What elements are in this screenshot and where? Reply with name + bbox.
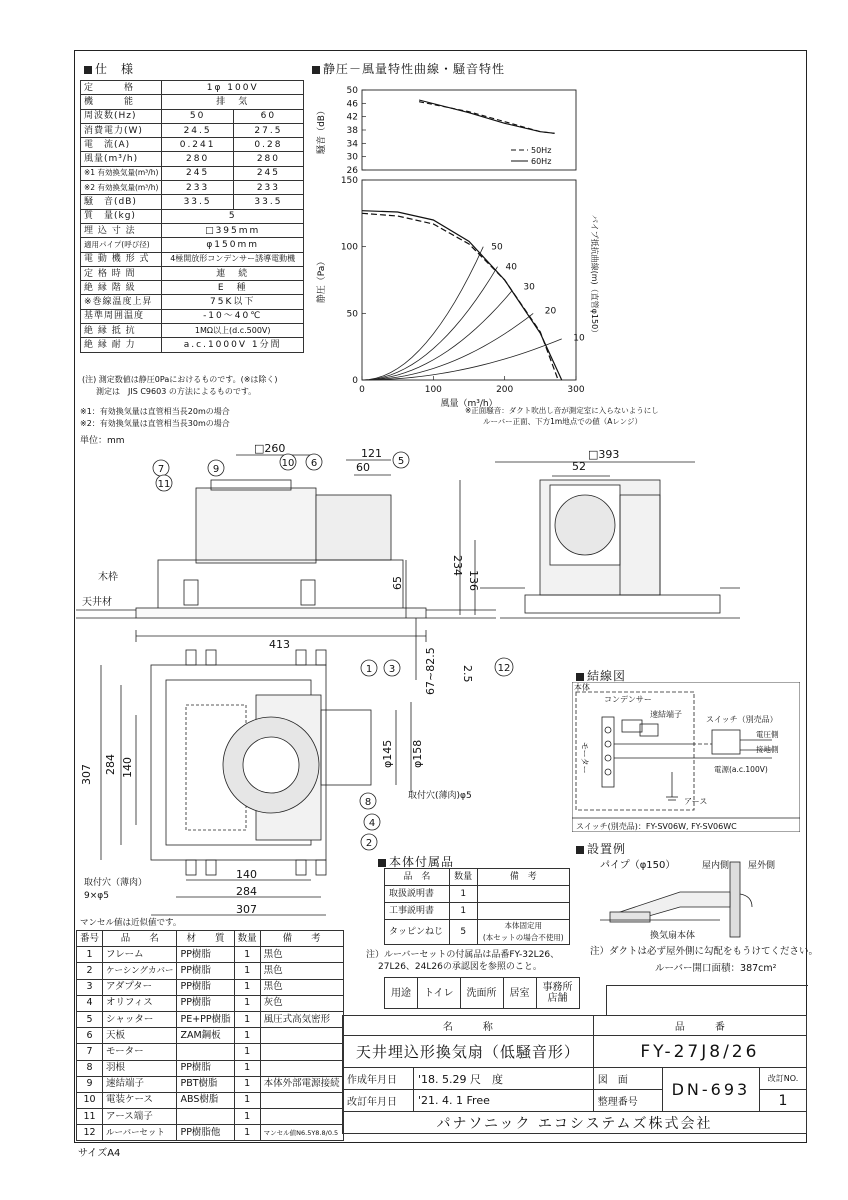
acc-header-row <box>385 869 570 886</box>
tb-rev: 1 <box>760 1090 807 1112</box>
spec-value: 75K以下 <box>162 295 304 309</box>
parts-row <box>77 1028 344 1044</box>
parts-row <box>77 995 344 1011</box>
parts-cell: 1 <box>234 1011 260 1027</box>
dim-260: □260 <box>254 442 286 455</box>
parts-caption: マンセル値は近似値です。 <box>80 918 182 928</box>
tb-company: パナソニック エコシステムズ株式会社 <box>343 1112 807 1134</box>
tb-model-header: 品 番 <box>593 1016 806 1036</box>
wiring-denatsu: 電圧側 <box>756 730 779 739</box>
pressure-series-60Hz <box>362 211 562 380</box>
parts-row <box>77 963 344 979</box>
spec-value: φ150mm <box>162 238 304 252</box>
characteristic-chart <box>306 76 602 412</box>
noise-ylabel: 騒音（dB） <box>317 106 327 154</box>
label-torituke2: 取付穴（薄肉） <box>84 878 148 888</box>
parts-cell: 12 <box>77 1125 103 1141</box>
tb-name-header: 名 称 <box>343 1016 594 1036</box>
parts-cell: 速結端子 <box>103 1076 177 1092</box>
dim-140-h: 140 <box>236 868 257 881</box>
duct-curve <box>362 247 483 380</box>
spec-label: 基準周囲温度 <box>81 309 162 323</box>
parts-cell <box>260 1060 343 1076</box>
parts-row <box>77 1060 344 1076</box>
chart-footnote-1: ※正面騒音：ダクト吹出し音が測定室に入らないようにし <box>465 406 659 415</box>
usage-rooms <box>384 977 580 1009</box>
spec-value-v1: 50 <box>162 109 233 123</box>
spec-value: a.c.1000V 1分間 <box>162 338 304 352</box>
legend-label: 50Hz <box>531 146 552 155</box>
title-block <box>342 1015 807 1134</box>
parts-cell: シャッター <box>103 1011 177 1027</box>
spec-value: 連 続 <box>162 266 304 280</box>
parts-cell: ルーバーセット <box>103 1125 177 1141</box>
parts-cell: 1 <box>234 995 260 1011</box>
spec-label: 機 能 <box>81 95 162 109</box>
parts-cell <box>260 1092 343 1108</box>
duct-curve <box>362 267 498 380</box>
callout-number: 4 <box>368 818 376 829</box>
parts-cell: ケーシングカバー <box>103 963 177 979</box>
parts-cell <box>177 1044 234 1060</box>
parts-cell: PE+PP樹脂 <box>177 1011 234 1027</box>
chart-footnote-2: ルーバー正面、下方1m地点での値（Aレンジ） <box>483 417 642 426</box>
spec-label: 定 格 時 間 <box>81 266 162 280</box>
parts-cell: 1 <box>234 1109 260 1125</box>
spec-value-v2: 27.5 <box>233 123 303 137</box>
parts-cell: 1 <box>234 947 260 963</box>
parts-cell: モーター <box>103 1044 177 1060</box>
install-title: 設置例 <box>576 840 626 857</box>
duct-curve-label: 50 <box>491 242 503 253</box>
parts-cell: フレーム <box>103 947 177 963</box>
tb-model: FY-27J8/26 <box>593 1036 806 1068</box>
install-okugai: 屋外側 <box>748 861 776 871</box>
spec-row <box>81 338 304 352</box>
spec-label: 騒 音(dB) <box>81 195 162 209</box>
pressure-frame <box>362 180 576 380</box>
spec-value: 排 気 <box>162 95 304 109</box>
room-cell: 洗面所 <box>461 978 504 1008</box>
parts-cell: PP樹脂 <box>177 947 234 963</box>
install-hontai: 換気扇本体 <box>650 931 696 941</box>
dim-284-h: 284 <box>236 885 257 898</box>
wiring-earth: アース <box>684 797 708 806</box>
installation-diagram <box>580 852 800 942</box>
parts-cell: 1 <box>77 947 103 963</box>
spec-label: 消費電力(W) <box>81 123 162 137</box>
noise-tick-label: 38 <box>346 126 358 136</box>
parts-cell: 1 <box>234 979 260 995</box>
spec-label: 絶 縁 抵 抗 <box>81 324 162 338</box>
duct-curve-label: 10 <box>573 333 585 344</box>
parts-row <box>77 947 344 963</box>
louver-note-2: 27L26、24L26の承認図を参照のこと。 <box>378 962 542 972</box>
spec-value: -10～40℃ <box>162 309 304 323</box>
wiring-motor: モーター <box>580 742 589 774</box>
spec-row <box>81 295 304 309</box>
noise-tick-label: 46 <box>346 99 358 110</box>
parts-cell: 10 <box>77 1092 103 1108</box>
parts-cell: 1 <box>234 1044 260 1060</box>
spec-label: 絶 縁 階 級 <box>81 281 162 295</box>
install-louver: ルーバー開口面積：387cm² <box>655 963 777 974</box>
parts-cell <box>260 1028 343 1044</box>
parts-cell: アース端子 <box>103 1109 177 1125</box>
callout-number: 8 <box>364 797 372 808</box>
spec-row <box>81 238 304 252</box>
wiring-switch: スイッチ（別売品） <box>706 715 778 724</box>
spec-label: 風量(m³/h) <box>81 152 162 166</box>
parts-cell: 6 <box>77 1028 103 1044</box>
tb-number-label: 整理番号 <box>593 1090 662 1112</box>
parts-cell: 5 <box>77 1011 103 1027</box>
parts-cell: 黒色 <box>260 947 343 963</box>
parts-cell: 天板 <box>103 1028 177 1044</box>
titleblock-corner <box>606 985 808 1016</box>
parts-cell <box>177 1109 234 1125</box>
callout-number: 2 <box>365 838 373 849</box>
wiring-condenser: コンデンサー <box>604 695 652 704</box>
spec-value-v2: 233 <box>233 181 303 195</box>
spec-label: 埋 込 寸 法 <box>81 223 162 237</box>
parts-cell: ZAM鋼板 <box>177 1028 234 1044</box>
spec-row <box>81 109 304 123</box>
parts-cell: PP樹脂 <box>177 1060 234 1076</box>
noise-tick-label: 42 <box>346 112 358 123</box>
legend-label: 60Hz <box>531 157 552 166</box>
callout-number: 6 <box>310 458 318 469</box>
acc-header: 備 考 <box>477 869 569 886</box>
dim-52: 52 <box>572 460 586 473</box>
room-cell: 居室 <box>504 978 537 1008</box>
spec-row <box>81 309 304 323</box>
x-tick-label: 0 <box>359 385 365 395</box>
dim-145: φ145 <box>381 739 394 768</box>
acc-row <box>385 920 570 945</box>
acc-qty: 1 <box>449 903 477 920</box>
noise-series-60Hz <box>419 100 555 133</box>
spec-row <box>81 123 304 137</box>
dim-413: 413 <box>269 638 290 651</box>
acc-qty: 5 <box>449 920 477 945</box>
callout-number: 5 <box>397 456 405 467</box>
callout-number: 12 <box>497 663 511 674</box>
room-cell: 用途 <box>385 978 418 1008</box>
noise-tick-label: 34 <box>346 139 358 150</box>
spec-row <box>81 324 304 338</box>
parts-row <box>77 1044 344 1060</box>
noise-tick-label: 50 <box>346 86 358 96</box>
spec-row <box>81 81 304 95</box>
duct-curve <box>362 291 512 380</box>
parts-cell <box>260 1109 343 1125</box>
tb-revised-label: 改訂年月日 <box>343 1090 414 1112</box>
duct-curve-title: パイプ抵抗曲線(m)（直管φ150） <box>590 214 599 338</box>
dim-121: 121 <box>361 447 382 460</box>
dim-65: 65 <box>391 576 404 590</box>
wiring-renketsu: 速結端子 <box>650 710 682 719</box>
parts-header: 番号 <box>77 931 103 947</box>
side-view-drawing <box>440 440 740 690</box>
parts-cell: PBT樹脂 <box>177 1076 234 1092</box>
spec-note-2: 測定は JIS C9603 の方法によるものです。 <box>96 387 257 396</box>
spec-row <box>81 252 304 266</box>
spec-value-v2: 60 <box>233 109 303 123</box>
parts-cell: 灰色 <box>260 995 343 1011</box>
label-tenjouzai: 天井材 <box>82 597 112 608</box>
tb-doc-no: DN-693 <box>662 1068 759 1112</box>
callout-number: 7 <box>157 464 165 475</box>
pressure-tick-label: 100 <box>340 242 358 253</box>
acc-header: 品 名 <box>385 869 450 886</box>
parts-cell: 1 <box>234 1028 260 1044</box>
spec-footnote-1: ※1：有効換気量は直管相当長20mの場合 <box>80 407 230 416</box>
dim-307-h: 307 <box>236 903 257 916</box>
parts-cell: 1 <box>234 963 260 979</box>
spec-table <box>80 80 304 353</box>
spec-value-v1: 0.241 <box>162 138 233 152</box>
wiring-title: 結線図 <box>576 667 626 684</box>
pressure-tick-label: 50 <box>346 309 358 320</box>
parts-cell: PP樹脂 <box>177 963 234 979</box>
spec-value-v1: 280 <box>162 152 233 166</box>
spec-note-1: (注) 測定数値は静圧0Paにおけるものです。(※は除く) <box>82 375 278 384</box>
duct-curve <box>362 339 562 380</box>
accessories-title: 本体付属品 <box>378 853 454 870</box>
acc-row <box>385 886 570 903</box>
dim-158: φ158 <box>411 739 424 768</box>
tb-name: 天井埋込形換気扇（低騒音形） <box>343 1036 594 1068</box>
tb-drawing-label: 図 面 <box>593 1068 662 1090</box>
acc-qty: 1 <box>449 886 477 903</box>
duct-curve <box>362 313 533 380</box>
callout-number: 10 <box>281 458 295 469</box>
parts-cell: 黒色 <box>260 963 343 979</box>
parts-cell: PP樹脂他 <box>177 1125 234 1141</box>
parts-table <box>76 930 344 1141</box>
install-pipe: パイプ（φ150） <box>600 860 676 871</box>
parts-cell: 7 <box>77 1044 103 1060</box>
spec-value-v2: 280 <box>233 152 303 166</box>
dim-60: 60 <box>356 461 370 474</box>
duct-curve-label: 20 <box>544 306 557 317</box>
parts-cell: 電装ケース <box>103 1092 177 1108</box>
noise-tick-label: 26 <box>346 166 358 176</box>
x-tick-label: 100 <box>424 385 442 395</box>
duct-curve-label: 40 <box>505 262 517 273</box>
parts-cell: 1 <box>234 1060 260 1076</box>
spec-row <box>81 281 304 295</box>
parts-row <box>77 979 344 995</box>
spec-value-v1: 33.5 <box>162 195 233 209</box>
parts-header-row <box>77 931 344 947</box>
tb-created: '18. 5.29 尺 度 <box>414 1068 594 1090</box>
parts-cell: 8 <box>77 1060 103 1076</box>
tb-created-label: 作成年月日 <box>343 1068 414 1090</box>
tb-revised: '21. 4. 1 Free <box>414 1090 594 1112</box>
parts-header: 備 考 <box>260 931 343 947</box>
spec-value-v1: 24.5 <box>162 123 233 137</box>
spec-row <box>81 195 304 209</box>
callout-number: 3 <box>388 664 396 675</box>
acc-header: 数量 <box>449 869 477 886</box>
louver-note-1: 注）ルーバーセットの付属品は品番FY-32L26、 <box>366 950 560 960</box>
wiring-switch-model: スイッチ(別売品)：FY-SV06W, FY-SV06WC <box>576 822 737 831</box>
spec-row <box>81 223 304 237</box>
spec-value-v2: 245 <box>233 166 303 180</box>
chart-title: 静圧－風量特性曲線・騒音特性 <box>312 60 505 77</box>
pressure-ylabel: 静圧（Pa） <box>317 256 327 304</box>
callout-number: 9 <box>212 464 220 475</box>
dim-67-82: 67~82.5 <box>424 647 437 695</box>
parts-row <box>77 1076 344 1092</box>
install-note: 注）ダクトは必ず屋外側に勾配をもうけてください。 <box>590 946 819 957</box>
acc-name: タッピンねじ <box>385 920 450 945</box>
spec-row <box>81 152 304 166</box>
spec-value: 1MΩ以上(d.c.500V) <box>162 324 304 338</box>
parts-cell <box>260 1044 343 1060</box>
dim-234: 234 <box>451 555 464 576</box>
spec-label: 絶 縁 耐 力 <box>81 338 162 352</box>
pressure-tick-label: 150 <box>340 176 358 186</box>
pressure-tick-label: 0 <box>352 376 358 386</box>
dim-393: □393 <box>588 448 620 461</box>
parts-cell: マンセル値N6.5Y8.8/0.5 <box>260 1125 343 1141</box>
spec-label: ※1 有効換気量(m³/h) <box>81 166 162 180</box>
spec-row <box>81 181 304 195</box>
parts-cell: 1 <box>234 1125 260 1141</box>
parts-cell: PP樹脂 <box>177 995 234 1011</box>
parts-cell: 3 <box>77 979 103 995</box>
parts-cell: PP樹脂 <box>177 979 234 995</box>
dim-140-v: 140 <box>121 757 134 778</box>
acc-row <box>385 903 570 920</box>
dim-2-5: 2.5 <box>461 665 474 683</box>
parts-cell: 4 <box>77 995 103 1011</box>
install-okunai: 屋内側 <box>702 861 730 871</box>
spec-value-v1: 233 <box>162 181 233 195</box>
parts-cell: オリフィス <box>103 995 177 1011</box>
spec-label: 適用パイプ(呼び径) <box>81 238 162 252</box>
spec-row <box>81 138 304 152</box>
spec-value: 1φ 100V <box>162 81 304 95</box>
duct-curve-label: 30 <box>523 282 535 293</box>
room-cell: 事務所 店舗 <box>542 982 573 1004</box>
spec-value: 4極開放形コンデンサー誘導電動機 <box>162 252 304 266</box>
spec-row <box>81 166 304 180</box>
parts-cell: 1 <box>234 1076 260 1092</box>
parts-cell: 9 <box>77 1076 103 1092</box>
spec-row <box>81 209 304 223</box>
parts-cell: 羽根 <box>103 1060 177 1076</box>
parts-cell: ABS樹脂 <box>177 1092 234 1108</box>
paper-size: サイズA4 <box>78 1148 121 1159</box>
spec-value: E 種 <box>162 281 304 295</box>
wiring-diagram <box>572 682 800 832</box>
parts-header: 数量 <box>234 931 260 947</box>
x-tick-label: 200 <box>496 385 514 395</box>
spec-row <box>81 95 304 109</box>
spec-value-v1: 245 <box>162 166 233 180</box>
accessories-table <box>384 868 570 945</box>
spec-label: 周波数(Hz) <box>81 109 162 123</box>
acc-note: 本体固定用 (本セットの場合不使用) <box>477 920 569 945</box>
spec-value: 5 <box>162 209 304 223</box>
parts-cell: 黒色 <box>260 979 343 995</box>
room-cell: トイレ <box>418 978 461 1008</box>
dim-136: 136 <box>467 570 480 591</box>
spec-row <box>81 266 304 280</box>
parts-row <box>77 1109 344 1125</box>
spec-label: 質 量(kg) <box>81 209 162 223</box>
wiring-setchi: 接地側 <box>756 745 779 754</box>
parts-cell: 2 <box>77 963 103 979</box>
label-mokuwaku: 木枠 <box>98 572 118 583</box>
label-torituke3: 9×φ5 <box>84 891 109 901</box>
parts-cell: 1 <box>234 1092 260 1108</box>
parts-cell: 風圧式高気密形 <box>260 1011 343 1027</box>
callout-number: 1 <box>365 664 373 675</box>
acc-name: 工事説明書 <box>385 903 450 920</box>
spec-value: □395mm <box>162 223 304 237</box>
spec-label: 電 流(A) <box>81 138 162 152</box>
acc-note <box>477 886 569 903</box>
pressure-series-50Hz <box>362 213 558 380</box>
callout-number: 11 <box>157 479 171 490</box>
parts-cell: 本体外部電源接続 <box>260 1076 343 1092</box>
spec-value-v2: 0.28 <box>233 138 303 152</box>
x-tick-label: 300 <box>567 385 585 395</box>
tb-rev-label: 改訂NO. <box>760 1068 807 1090</box>
dim-284-v: 284 <box>104 754 117 775</box>
spec-label: 電 動 機 形 式 <box>81 252 162 266</box>
spec-label: ※2 有効換気量(m³/h) <box>81 181 162 195</box>
callout-12 <box>492 655 516 679</box>
parts-row <box>77 1125 344 1141</box>
spec-label: 定 格 <box>81 81 162 95</box>
unit-label: 単位：mm <box>80 436 125 446</box>
spec-footnote-2: ※2：有効換気量は直管相当長30mの場合 <box>80 419 230 428</box>
parts-row <box>77 1011 344 1027</box>
parts-cell: アダプター <box>103 979 177 995</box>
parts-cell: 11 <box>77 1109 103 1125</box>
wiring-dengen: 電源(a.c.100V) <box>714 765 768 774</box>
parts-row <box>77 1092 344 1108</box>
spec-value-v2: 33.5 <box>233 195 303 209</box>
noise-tick-label: 30 <box>346 152 358 163</box>
acc-name: 取扱説明書 <box>385 886 450 903</box>
spec-label: ※巻線温度上昇 <box>81 295 162 309</box>
label-torituke: 取付穴(薄肉)φ5 <box>408 791 472 801</box>
parts-header: 品 名 <box>103 931 177 947</box>
spec-title: 仕 様 <box>84 60 134 77</box>
pressure-xlabel: 風量（m³/h） <box>440 399 498 409</box>
parts-header: 材 質 <box>177 931 234 947</box>
acc-note <box>477 903 569 920</box>
wiring-hontai: 本体 <box>574 683 590 692</box>
dim-307-v: 307 <box>80 764 93 785</box>
